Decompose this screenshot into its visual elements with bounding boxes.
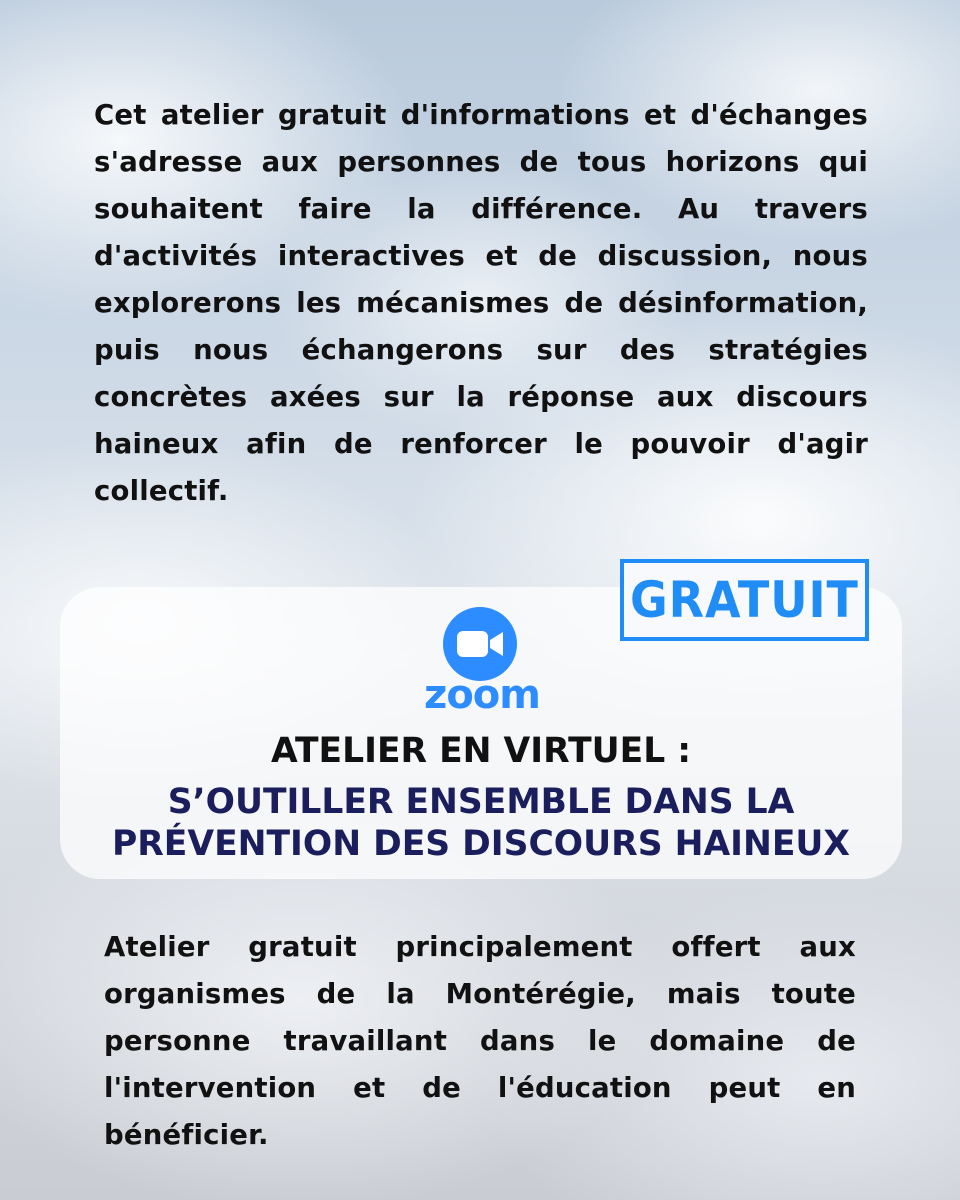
heading-title-line-1: S’OUTILLER ENSEMBLE DANS LA (167, 782, 795, 822)
heading-line-1: ATELIER EN VIRTUEL : (271, 731, 691, 771)
zoom-wordmark: zoom (424, 672, 540, 718)
footer-paragraph: Atelier gratuit principalement offert aux organismes de la Montérégie, mais toute personne travaillant dans le domaine de l'intervention et de l'éducation peut en bénéficier. (104, 931, 856, 1151)
heading-title-line-2: PRÉVENTION DES DISCOURS HAINEUX (111, 824, 851, 864)
gratuit-badge (620, 559, 869, 641)
intro-paragraph: Cet atelier gratuit d'informations et d'échanges s'adresse aux personnes de tous horizons qui souhaitent faire la différence. Au travers d'activités interactives et de discussion, nous explorerons les mécanismes de désinformation, puis nous échangerons sur des stratégies concrètes axées sur la réponse aux discours haineux afin de renforcer le pouvoir d'agir collectif. (94, 99, 868, 507)
gratuit-badge-label: GRATUIT (630, 571, 859, 629)
